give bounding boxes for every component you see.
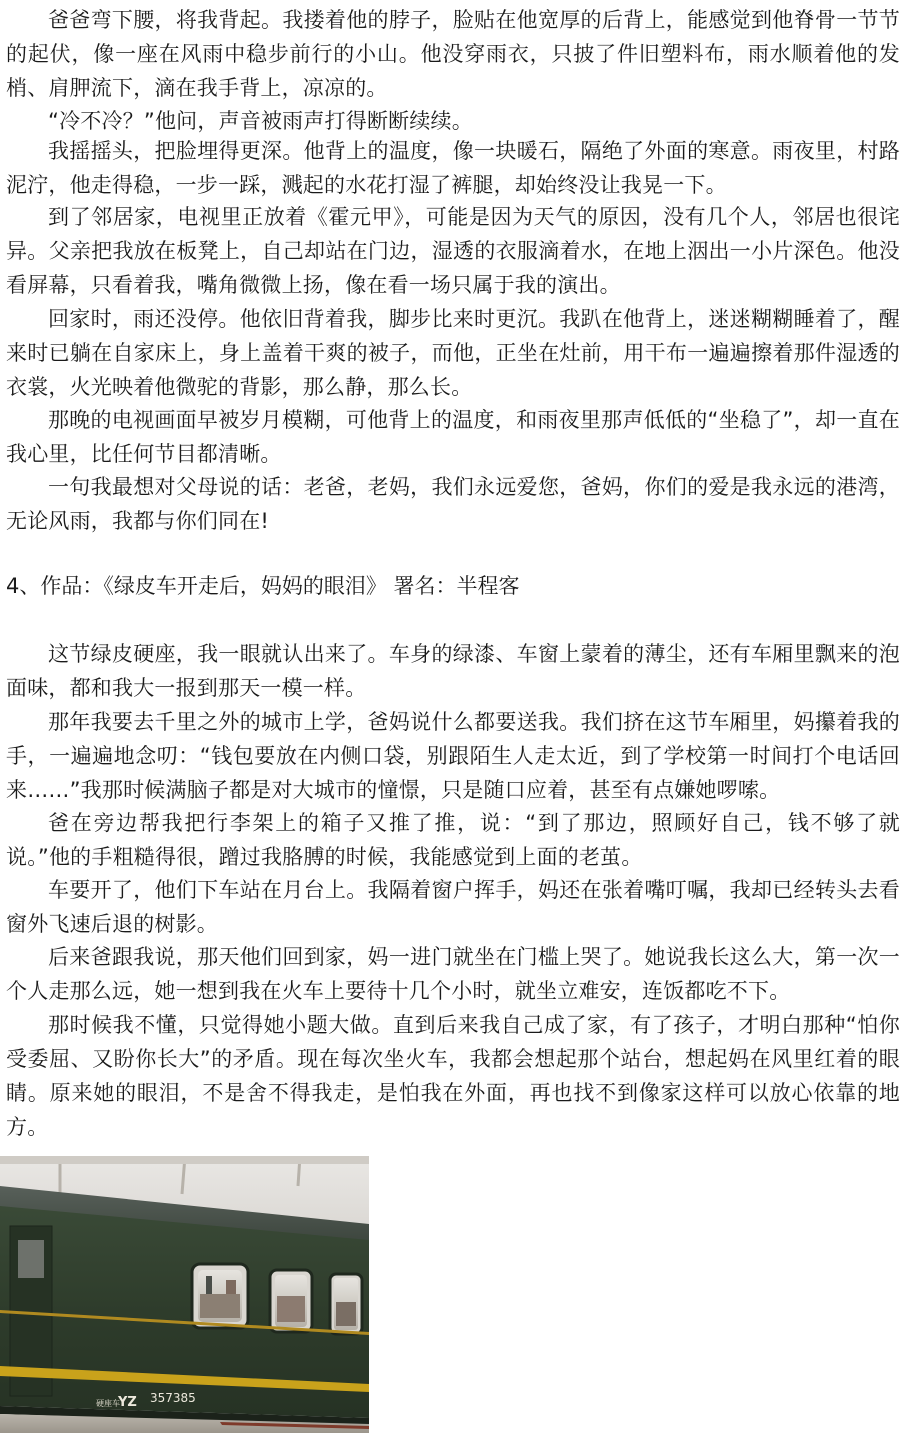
story-paragraph: 我摇摇头，把脸埋得更深。他背上的温度，像一块暖石，隔绝了外面的寒意。雨夜里，村路泥泞，他走得稳，一步一踩，溅起的水花打湿了裤腿，却始终没让我晃一下。 <box>6 139 900 197</box>
closing-message: 一句我最想对父母说的话：老爸，老妈，我们永远爱您，爸妈，你们的爱是我永远的港湾，无论风雨，我都与你们同在! <box>6 475 900 533</box>
story-paragraph: 那时候我不懂，只觉得她小题大做。直到后来我自己成了家，有了孩子，才明白那种“怕你受委屈、又盼你长大”的矛盾。现在每次坐火车，我都会想起那个站台，想起妈在风里红着的眼睛。原来她的眼泪，不是舍不得我走，是怕我在外面，再也找不到像家这样可以放心依靠的地方。 <box>6 1013 900 1139</box>
story-paragraph: 这节绿皮硬座，我一眼就认出来了。车身的绿漆、车窗上蒙着的薄尘，还有车厢里飘来的泡面味，都和我大一报到那天一模一样。 <box>6 642 900 700</box>
green-train-photo <box>0 1156 369 1433</box>
story-paragraph: 那年我要去千里之外的城市上学，爸妈说什么都要送我。我们挤在这节车厢里，妈攥着我的手，一遍遍地念叨：“钱包要放在内侧口袋，别跟陌生人走太近，到了学校第一时间打个电话回来……”我那时候满脑子都是对大城市的憧憬，只是随口应着，甚至有点嫌她啰嗦。 <box>6 710 900 802</box>
story-paragraph: 车要开了，他们下车站在月台上。我隔着窗户挥手，妈还在张着嘴叮嘱，我却已经转头去看窗外飞速后退的树影。 <box>6 878 900 936</box>
entry-heading: 4、作品：《绿皮车开走后，妈妈的眼泪》 署名：半程客 <box>6 574 520 598</box>
train-plate-number: 357385 <box>150 1391 196 1405</box>
story-paragraph: “冷不冷？”他问，声音被雨声打得断断续续。 <box>48 109 473 133</box>
story-paragraph: 爸爸弯下腰，将我背起。我搂着他的脖子，脸贴在他宽厚的后背上，能感觉到他脊骨一节节的起伏，像一座在风雨中稳步前行的小山。他没穿雨衣，只披了件旧塑料布，雨水顺着他的发梢、肩胛流下，滴在我手背上，凉凉的。 <box>6 8 900 100</box>
story-paragraph: 后来爸跟我说，那天他们回到家，妈一进门就坐在门槛上哭了。她说我长这么大，第一次一个人走那么远，她一想到我在火车上要待十几个小时，就坐立难安，连饭都吃不下。 <box>6 945 900 1003</box>
story-paragraph: 那晚的电视画面早被岁月模糊，可他背上的温度，和雨夜里那声低低的“坐稳了”，却一直在我心里，比任何节目都清晰。 <box>6 408 900 466</box>
train-plate-code: YZ <box>118 1395 137 1410</box>
story-paragraph: 爸在旁边帮我把行李架上的箱子又推了推，说：“到了那边，照顾好自己，钱不够了就说。”他的手粗糙得很，蹭过我胳膊的时候，我能感觉到上面的老茧。 <box>6 811 900 869</box>
train-plate-small: 硬座车 <box>96 1399 120 1408</box>
story-paragraph: 到了邻居家，电视里正放着《霍元甲》，可能是因为天气的原因，没有几个人，邻居也很诧异。父亲把我放在板凳上，自己却站在门边，湿透的衣服滴着水，在地上洇出一小片深色。他没看屏幕，只看着我，嘴角微微上扬，像在看一场只属于我的演出。 <box>6 205 900 297</box>
story-paragraph: 回家时，雨还没停。他依旧背着我，脚步比来时更沉。我趴在他背上，迷迷糊糊睡着了，醒来时已躺在自家床上，身上盖着干爽的被子，而他，正坐在灶前，用干布一遍遍擦着那件湿透的衣裳，火光映着他微驼的背影，那么静，那么长。 <box>6 307 900 399</box>
